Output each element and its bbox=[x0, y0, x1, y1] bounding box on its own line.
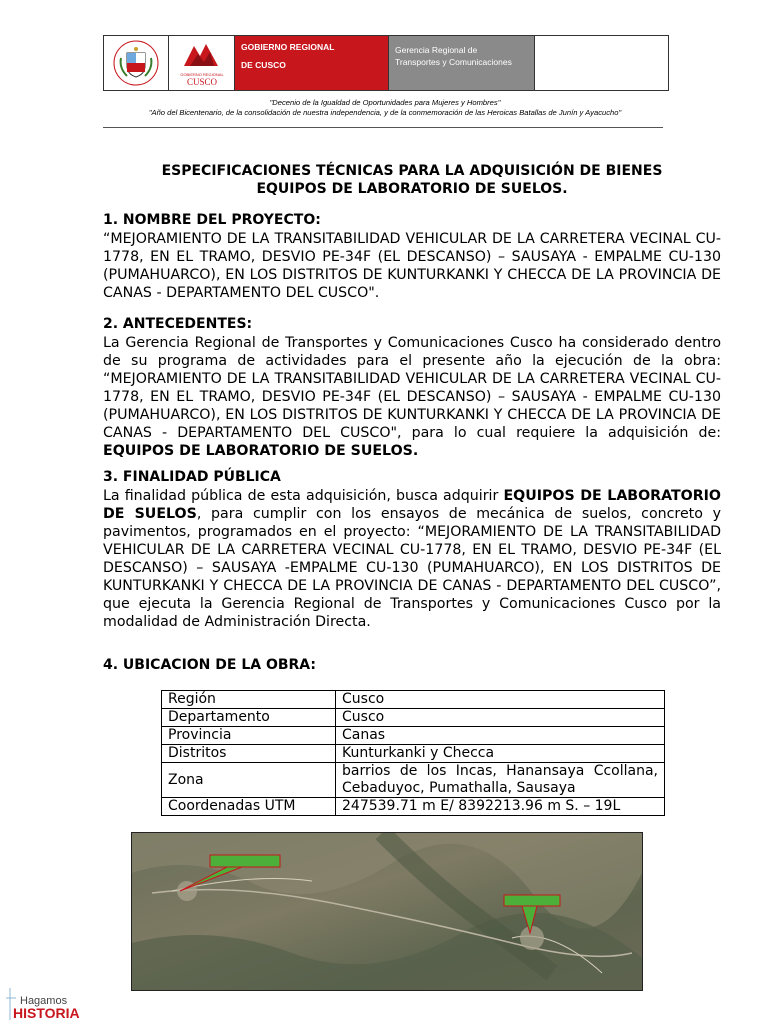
section-3-body-a: La finalidad pública de esta adquisición, busca adquirir bbox=[103, 488, 499, 504]
peru-seal-logo bbox=[104, 36, 169, 90]
gobierno-line2: DE CUSCO bbox=[241, 60, 286, 70]
section-2-bold: EQUIPOS DE LABORATORIO DE SUELOS. bbox=[103, 443, 419, 459]
gobierno-line1: GOBIERNO REGIONAL bbox=[241, 42, 335, 52]
section-3-bold: EQUIPOS DE LABORATORIO DE SUELOS bbox=[103, 488, 721, 522]
gerencia-box bbox=[389, 36, 535, 90]
letterhead-blank-cell bbox=[535, 36, 668, 90]
letterhead bbox=[103, 35, 669, 91]
gerencia-line2: Transportes y Comunicaciones bbox=[395, 57, 512, 67]
svg-text:GOBIERNO REGIONAL: GOBIERNO REGIONAL bbox=[179, 72, 224, 77]
table-row bbox=[162, 763, 665, 798]
hagamos-historia-watermark bbox=[4, 984, 104, 1022]
peru-coat-of-arms-icon bbox=[111, 38, 161, 88]
table-row bbox=[162, 727, 665, 745]
svg-text:Hagamos: Hagamos bbox=[20, 995, 68, 1007]
hagamos-historia-logo-icon bbox=[4, 984, 104, 1022]
table-row bbox=[162, 745, 665, 763]
table-row bbox=[162, 709, 665, 727]
table-cell-value: Cusco bbox=[336, 709, 665, 727]
gerencia-line1: Gerencia Regional de bbox=[395, 45, 478, 55]
table-cell-value: Kunturkanki y Checca bbox=[336, 745, 665, 763]
table-cell-label: Coordenadas UTM bbox=[162, 798, 336, 816]
table-cell-label: Provincia bbox=[162, 727, 336, 745]
section-2-body: La Gerencia Regional de Transportes y Comunicaciones Cusco ha considerado dentro de su programa de actividades para el presente año la ejecución de la obra: “MEJORAMIENTO DE LA TRANSITABILIDAD VEHICULAR DE LA CARRETERA VECINAL CU-1778, EN EL TRAMO, DESVIO PE-34F (EL DESCANSO) – SAUSAYA - EMPALME CU-130 (PUMAHUARCO), EN LOS DISTRITOS DE KUNTURKANKI Y CHECCA DE LA PROVINCIA DE CANAS - DEPARTAMENTO DEL CUSCO", para lo cual requiere la adquisición de: bbox=[103, 335, 721, 441]
gobierno-regional-box bbox=[235, 36, 389, 90]
section-4-heading: 4. UBICACION DE LA OBRA: bbox=[103, 657, 317, 673]
satellite-map-image bbox=[131, 832, 643, 991]
section-1-text: “MEJORAMIENTO DE LA TRANSITABILIDAD VEHICULAR DE LA CARRETERA VECINAL CU-1778, EN EL TRAMO, DESVIO PE-34F (EL DESCANSO) – SAUSAYA - EMPALME CU-130 (PUMAHUARCO), EN LOS DISTRITOS DE KUNTURKANKI Y CHECCA DE LA PROVINCIA DE CANAS - DEPARTAMENTO DEL CUSCO". bbox=[103, 231, 721, 301]
section-3-body-b: , para cumplir con los ensayos de mecánica de suelos, concreto y pavimentos, programados en el proyecto: “MEJORAMIENTO DE LA TRANSITABILIDAD VEHICULAR DE LA CARRETERA VECINAL CU-1778, EN EL TRAMO, DESVIO PE-34F (EL DESCANSO) – SAUSAYA -EMPALME CU-130 (PUMAHUARCO), EN LOS DISTRITOS DE KUNTURKANKI Y CHECCA DE LA PROVINCIA DE CANAS - DEPARTAMENTO DEL CUSCO”, que ejecuta la Gerencia Regional de Transportes y Comunicaciones Cusco por la modalidad de Administración Directa. bbox=[103, 506, 721, 630]
table-cell-label: Zona bbox=[162, 763, 336, 798]
table-row bbox=[162, 798, 665, 816]
document-title-line2: EQUIPOS DE LABORATORIO DE SUELOS. bbox=[256, 181, 568, 197]
table-cell-label: Distritos bbox=[162, 745, 336, 763]
svg-text:CUSCO: CUSCO bbox=[186, 77, 217, 87]
header-divider bbox=[103, 127, 663, 128]
table-cell-value: Cusco bbox=[336, 691, 665, 709]
section-3-heading: 3. FINALIDAD PÚBLICA bbox=[103, 469, 281, 485]
section-2-heading: 2. ANTECEDENTES: bbox=[103, 316, 253, 332]
decenio-line: "Decenio de la Igualdad de Oportunidades para Mujeres y Hombres" bbox=[269, 98, 501, 107]
table-cell-value: barrios de los Incas, Hanansaya Ccollana, Cebaduyoc, Pumathalla, Sausaya bbox=[336, 763, 665, 798]
section-2-text bbox=[103, 334, 721, 460]
location-table bbox=[161, 690, 665, 816]
section-3-text bbox=[103, 487, 721, 631]
table-cell-label: Región bbox=[162, 691, 336, 709]
table-cell-label: Departamento bbox=[162, 709, 336, 727]
document-title-line1: ESPECIFICACIONES TÉCNICAS PARA LA ADQUISICIÓN DE BIENES bbox=[161, 163, 663, 179]
year-motto-line: "Año del Bicentenario, de la consolidación de nuestra independencia, y de la conmemoración de las Heroicas Batallas de Junín y Ayacucho" bbox=[148, 108, 622, 117]
table-cell-value: Canas bbox=[336, 727, 665, 745]
section-1-heading: 1. NOMBRE DEL PROYECTO: bbox=[103, 212, 321, 228]
svg-text:HISTORIA: HISTORIA bbox=[13, 1005, 80, 1021]
satellite-terrain-icon bbox=[132, 833, 642, 990]
cusco-logo bbox=[169, 36, 235, 90]
table-row bbox=[162, 691, 665, 709]
table-cell-value: 247539.71 m E/ 8392213.96 m S. – 19L bbox=[336, 798, 665, 816]
cusco-region-icon bbox=[174, 38, 230, 88]
